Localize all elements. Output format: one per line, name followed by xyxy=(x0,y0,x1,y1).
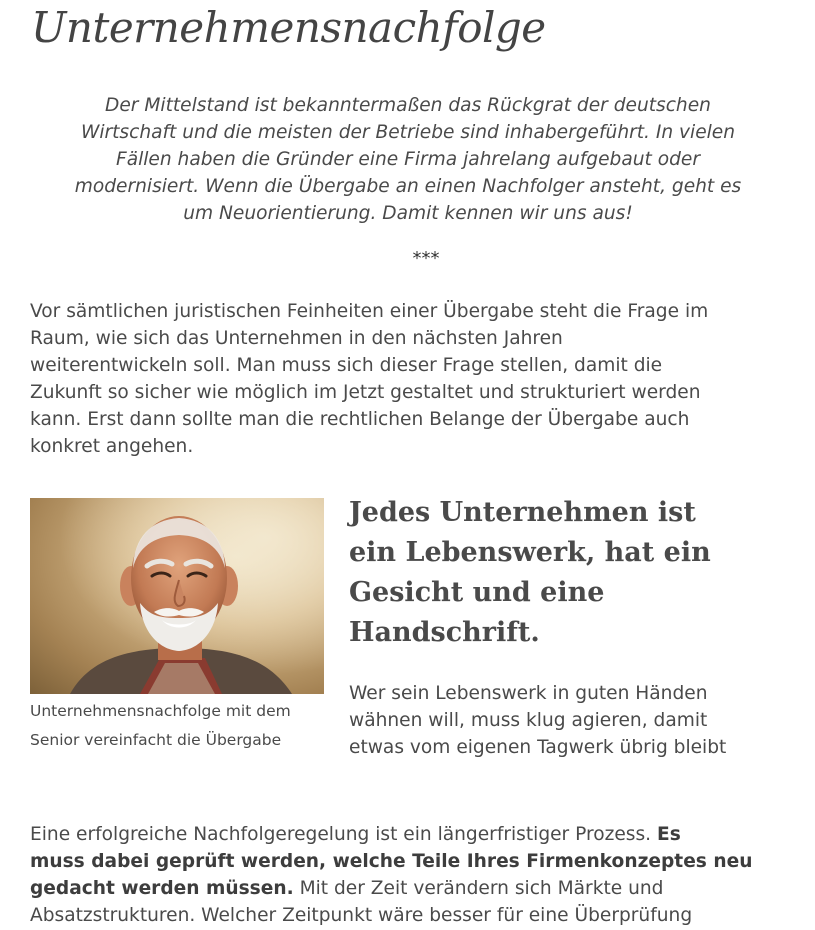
caption-line: Senior vereinfacht die Übergabe xyxy=(30,731,282,749)
caption-line: Unternehmensnachfolge mit dem xyxy=(30,702,291,720)
paragraph-line: weiterentwickeln soll. Man muss sich dieser Frage stellen, damit die xyxy=(30,355,663,376)
senior-portrait-image xyxy=(30,498,324,694)
page-title: Unternehmensnachfolge xyxy=(31,3,546,52)
paragraph-bold-text: Es xyxy=(657,824,681,845)
paragraph-line: konkret angehen. xyxy=(30,436,194,457)
paragraph-text: Mit der Zeit verändern sich Märkte und xyxy=(293,878,664,899)
paragraph-line: Zukunft so sicher wie möglich im Jetzt gestaltet und strukturiert werden xyxy=(30,382,701,403)
highlight-quote xyxy=(349,493,749,653)
quote-line: ein Lebenswerk, hat ein xyxy=(349,537,711,568)
side-text xyxy=(349,680,779,761)
intro-text xyxy=(30,92,786,227)
side-line: Wer sein Lebenswerk in guten Händen xyxy=(349,683,708,704)
image-caption xyxy=(30,697,330,755)
intro-line: Wirtschaft und die meisten der Betriebe sind inhabergeführt. In vielen xyxy=(80,122,736,143)
quote-line: Gesicht und eine xyxy=(349,577,605,608)
paragraph-bold-text: muss dabei geprüft werden, welche Teile Ihres Firmenkonzeptes neu xyxy=(30,851,753,872)
paragraph-line: kann. Erst dann sollte man die rechtlichen Belange der Übergabe auch xyxy=(30,409,690,430)
body-paragraph-2 xyxy=(30,821,790,929)
section-separator: *** xyxy=(412,248,440,269)
side-line: etwas vom eigenen Tagwerk übrig bleibt xyxy=(349,737,727,758)
intro-line: modernisiert. Wenn die Übergabe an einen Nachfolger ansteht, geht es xyxy=(74,176,742,197)
side-line: wähnen will, muss klug agieren, damit xyxy=(349,710,708,731)
paragraph-text: Absatzstrukturen. Welcher Zeitpunkt wäre besser für eine Überprüfung xyxy=(30,905,693,926)
body-paragraph-1 xyxy=(30,298,790,460)
intro-line: um Neuorientierung. Damit kennen wir uns aus! xyxy=(183,203,633,224)
intro-line: Fällen haben die Gründer eine Firma jahrelang aufgebaut oder xyxy=(116,149,700,170)
paragraph-line: Raum, wie sich das Unternehmen in den nächsten Jahren xyxy=(30,328,563,349)
quote-line: Handschrift. xyxy=(349,617,540,648)
quote-line: Jedes Unternehmen ist xyxy=(349,497,696,528)
intro-line: Der Mittelstand ist bekanntermaßen das Rückgrat der deutschen xyxy=(105,95,711,116)
paragraph-line: Vor sämtlichen juristischen Feinheiten einer Übergabe steht die Frage im xyxy=(30,301,709,322)
paragraph-bold-text: gedacht werden müssen. xyxy=(30,878,294,899)
paragraph-text: Eine erfolgreiche Nachfolgeregelung ist ein längerfristiger Prozess. xyxy=(30,824,658,845)
